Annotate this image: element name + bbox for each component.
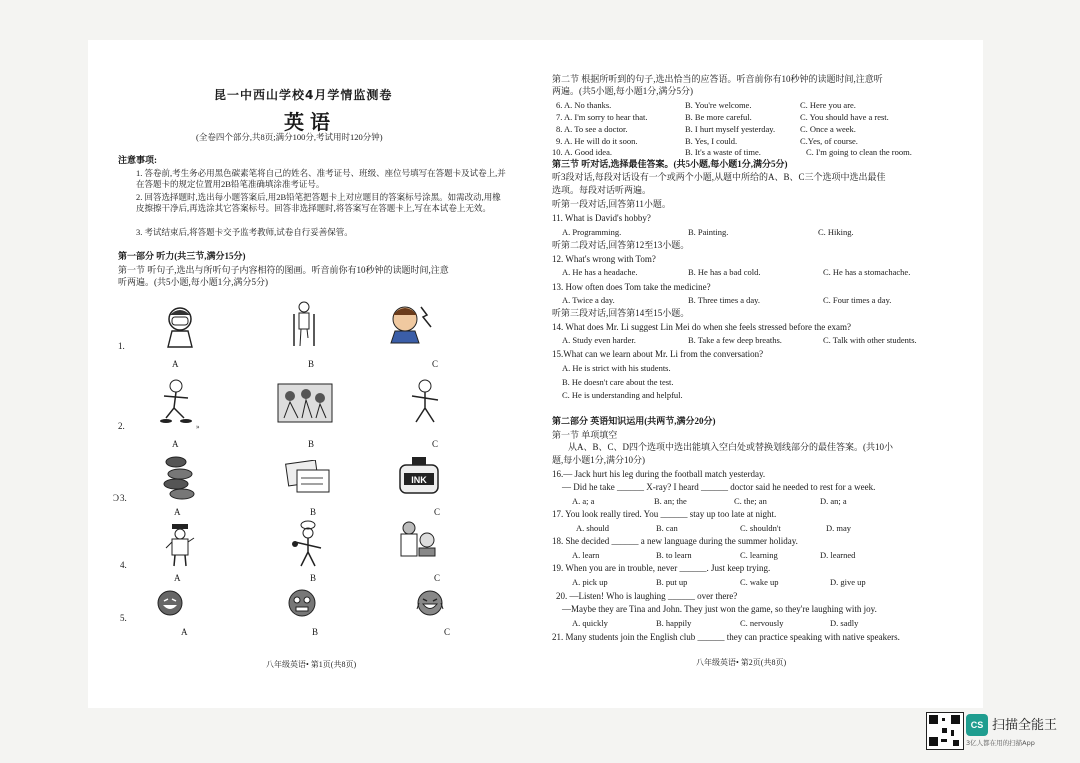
ink-bottle-picture — [398, 455, 440, 495]
question-19-option-c: C. wake up — [740, 577, 779, 587]
section2-instruction-2: 两遍。(共5小题,每小题1分,满分5分) — [552, 86, 693, 96]
part2-heading: 第二部分 英语知识运用(共两节,满分20分) — [552, 416, 716, 426]
question-20-option-d: D. sadly — [830, 618, 859, 628]
qr-code-icon — [926, 712, 964, 750]
notice-3: 3. 考试结束后,将答题卡交予监考教师,试卷自行妥善保管。 — [136, 227, 353, 237]
question-19: 19. When you are in trouble, never ______. Just keep trying. — [552, 563, 771, 573]
question-11: 11. What is David's hobby? — [552, 213, 651, 223]
choice-label: A — [172, 439, 179, 449]
question-14-option-b: B. Take a few deep breaths. — [688, 335, 782, 345]
question-number: 5. — [120, 613, 127, 623]
question-12: 12. What's wrong with Tom? — [552, 254, 656, 264]
question-16-option-b: B. an; the — [654, 496, 687, 506]
question-9-option-a: 9. A. He will do it soon. — [556, 136, 638, 146]
police-officer-picture — [164, 522, 196, 568]
question-7-option-b: B. Be more careful. — [685, 112, 752, 122]
laughing-emoji-picture — [156, 589, 184, 617]
question-9-option-b: B. Yes, I could. — [685, 136, 738, 146]
question-16-option-c: C. the; an — [734, 496, 767, 506]
section3-heading: 第三节 听对话,选择最佳答案。(共5小题,每小题1分,满分5分) — [552, 159, 788, 169]
question-13-option-a: A. Twice a day. — [562, 295, 615, 305]
notice-1: 1. 答卷前,考生务必用黑色碳素笔将自己的姓名、准考证号、班级、座位号填写在答题卡及试卷上,并在答题卡的规定位置用2B铅笔准确填涂准考证号。 — [136, 168, 506, 189]
question-18-option-c: C. learning — [740, 550, 778, 560]
section2-instruction-1: 第二节 根据所听到的句子,选出恰当的应答语。听音前你有10秒钟的读题时间,注意听 — [552, 74, 883, 84]
question-17-option-d: D. may — [826, 523, 852, 533]
choice-label: B — [308, 439, 315, 449]
question-6-option-c: C. Here you are. — [800, 100, 856, 110]
question-16-option-a: A. a; a — [572, 496, 595, 506]
question-20-option-c: C. nervously — [740, 618, 784, 628]
question-17: 17. You look really tired. You ______ stay up too late at night. — [552, 509, 777, 519]
question-11-option-c: C. Hiking. — [818, 227, 854, 237]
question-19-option-b: B. put up — [656, 577, 688, 587]
choice-label: B — [310, 507, 317, 517]
question-21: 21. Many students join the English club ______ they can practice speaking with native speakers. — [552, 632, 900, 642]
question-20-line-2: —Maybe they are Tina and John. They just won the game, so they're laughing with joy. — [562, 604, 877, 614]
notice-2: 2. 回答选择题时,选出每小题答案后,用2B铅笔把答题卡上对应题目的答案标号涂黑。如需改动,用橡皮擦擦干净后,再选涂其它答案标号。回答非选择题时,将答案写在答题卡上,写在本试卷上无效。 — [136, 192, 501, 213]
choice-label: B — [310, 573, 317, 583]
question-15: 15.What can we learn about Mr. Li from the conversation? — [552, 349, 764, 359]
school-title: 昆一中西山学校4月学情监测卷 — [214, 88, 393, 102]
stray-mark: Ɔ — [113, 493, 120, 503]
question-17-option-c: C. shouldn't — [740, 523, 781, 533]
playing-group-picture — [276, 382, 334, 424]
question-11-option-a: A. Programming. — [562, 227, 622, 237]
dialog-2-instruction: 听第二段对话,回答第12至13小题。 — [552, 240, 690, 250]
question-13-option-c: C. Four times a day. — [823, 295, 892, 305]
question-number: 1. — [118, 341, 125, 351]
choice-label: A — [174, 573, 181, 583]
part2-section1-instruction-2: 题,每小题1分,满分10分) — [552, 455, 645, 465]
part2-section1-instruction-1: 从A、B、C、D四个选项中选出能填入空白处或替换划线部分的最佳答案。(共10小 — [568, 442, 894, 452]
person-on-crutches-picture — [290, 300, 318, 348]
choice-label: C — [432, 359, 439, 369]
question-16-line-2: — Did he take ______ X-ray? I heard ______ doctor said he needed to rest for a week. — [562, 482, 876, 492]
question-10-option-b: B. It's a waste of time. — [685, 147, 761, 157]
skating-boy-picture — [158, 378, 198, 426]
part2-section1-heading: 第一节 单项填空 — [552, 430, 618, 440]
question-6-option-a: 6. A. No thanks. — [556, 100, 612, 110]
camscanner-logo-icon: CS — [966, 714, 988, 736]
question-13-option-b: B. Three times a day. — [688, 295, 760, 305]
question-20-option-b: B. happily — [656, 618, 692, 628]
question-14: 14. What does Mr. Li suggest Lin Mei do when she feels stressed before the exam? — [552, 322, 852, 332]
question-number: 2. — [118, 421, 125, 431]
section3-instruction-1: 听3段对话,每段对话设有一个或两个小题,从题中所给的A、B、C三个选项中选出最佳 — [552, 172, 886, 182]
section1-instruction-1: 第一节 听句子,选出与所听句子内容相符的图画。听音前你有10秒钟的读题时间,注意 — [118, 265, 449, 275]
question-7-option-a: 7. A. I'm sorry to hear that. — [556, 112, 648, 122]
question-8-option-a: 8. A. To see a doctor. — [556, 124, 628, 134]
question-10-option-c: C. I'm going to clean the room. — [806, 147, 912, 157]
section3-instruction-2: 选项。每段对话听两遍。 — [552, 185, 652, 195]
exam-info: (全卷四个部分,共8页;满分100分,考试用时120分钟) — [196, 132, 383, 142]
dialog-3-instruction: 听第三段对话,回答第14至15小题。 — [552, 308, 690, 318]
subject-title: 英语 — [284, 110, 336, 134]
stack-of-coins-picture — [160, 452, 200, 500]
question-17-option-b: B. can — [656, 523, 678, 533]
section1-instruction-2: 听两遍。(共5小题,每小题1分,满分5分) — [118, 277, 268, 287]
question-12-option-b: B. He has a bad cold. — [688, 267, 761, 277]
choice-label: A — [174, 507, 181, 517]
choice-label: C — [432, 439, 439, 449]
question-number: 4. — [120, 560, 127, 570]
question-11-option-b: B. Painting. — [688, 227, 729, 237]
question-18: 18. She decided ______ a new language during the summer holiday. — [552, 536, 798, 546]
doctor-with-patient-picture — [395, 518, 439, 564]
angry-emoji-picture — [287, 588, 317, 618]
scanner-watermark — [926, 712, 1066, 752]
question-6-option-b: B. You're welcome. — [685, 100, 752, 110]
choice-label: B — [312, 627, 319, 637]
ink-label: INK — [411, 475, 427, 485]
choice-label: C — [434, 573, 441, 583]
choice-label: B — [308, 359, 315, 369]
question-15-option-b: B. He doesn't care about the test. — [562, 377, 674, 387]
stray-mark: » — [196, 423, 200, 431]
choice-label: A — [181, 627, 188, 637]
boy-covering-face-picture — [160, 303, 200, 349]
question-14-option-a: A. Study even harder. — [562, 335, 636, 345]
question-8-option-c: C. Once a week. — [800, 124, 856, 134]
watermark-brand: 扫描全能王 — [992, 718, 1058, 733]
notice-heading: 注意事项: — [118, 155, 157, 165]
question-13: 13. How often does Tom take the medicine? — [552, 282, 711, 292]
question-8-option-b: B. I hurt myself yesterday. — [685, 124, 776, 134]
question-7-option-c: C. You should have a rest. — [800, 112, 889, 122]
watermark-slogan: 3亿人都在用的扫描App — [966, 739, 1035, 747]
question-18-option-b: B. to learn — [656, 550, 692, 560]
question-19-option-a: A. pick up — [572, 577, 608, 587]
question-9-option-c: C.Yes, of course. — [800, 136, 858, 146]
question-10-option-a: 10. A. Good idea. — [552, 147, 612, 157]
kung-fu-boy-picture — [410, 378, 440, 426]
question-12-option-c: C. He has a stomachache. — [823, 267, 911, 277]
person-with-toothache-picture — [385, 301, 435, 345]
question-18-option-d: D. learned — [820, 550, 856, 560]
question-14-option-c: C. Talk with other students. — [823, 335, 917, 345]
question-15-option-c: C. He is understanding and helpful. — [562, 390, 683, 400]
question-20-option-a: A. quickly — [572, 618, 608, 628]
choice-label: C — [444, 627, 451, 637]
right-page-footer: 八年级英语• 第2页(共8页) — [696, 658, 787, 667]
question-20-line-1: 20. —Listen! Who is laughing ______ over there? — [556, 591, 738, 601]
part1-heading: 第一部分 听力(共三节,满分15分) — [118, 251, 246, 261]
cook-picture — [291, 520, 325, 568]
question-16-option-d: D. an; a — [820, 496, 847, 506]
question-15-option-a: A. He is strict with his students. — [562, 363, 671, 373]
question-number: 3. — [120, 493, 127, 503]
question-19-option-d: D. give up — [830, 577, 866, 587]
left-page-footer: 八年级英语• 第1页(共8页) — [266, 660, 357, 669]
choice-label: C — [434, 507, 441, 517]
question-12-option-a: A. He has a headache. — [562, 267, 638, 277]
dialog-1-instruction: 听第一段对话,回答第11小题。 — [552, 199, 671, 209]
question-18-option-a: A. learn — [572, 550, 600, 560]
question-16-line-1: 16.— Jack hurt his leg during the football match yesterday. — [552, 469, 766, 479]
letters-and-stamps-picture — [283, 460, 333, 496]
choice-label: A — [172, 359, 179, 369]
question-17-option-a: A. should — [576, 523, 610, 533]
crying-laughing-emoji-picture — [416, 589, 444, 617]
